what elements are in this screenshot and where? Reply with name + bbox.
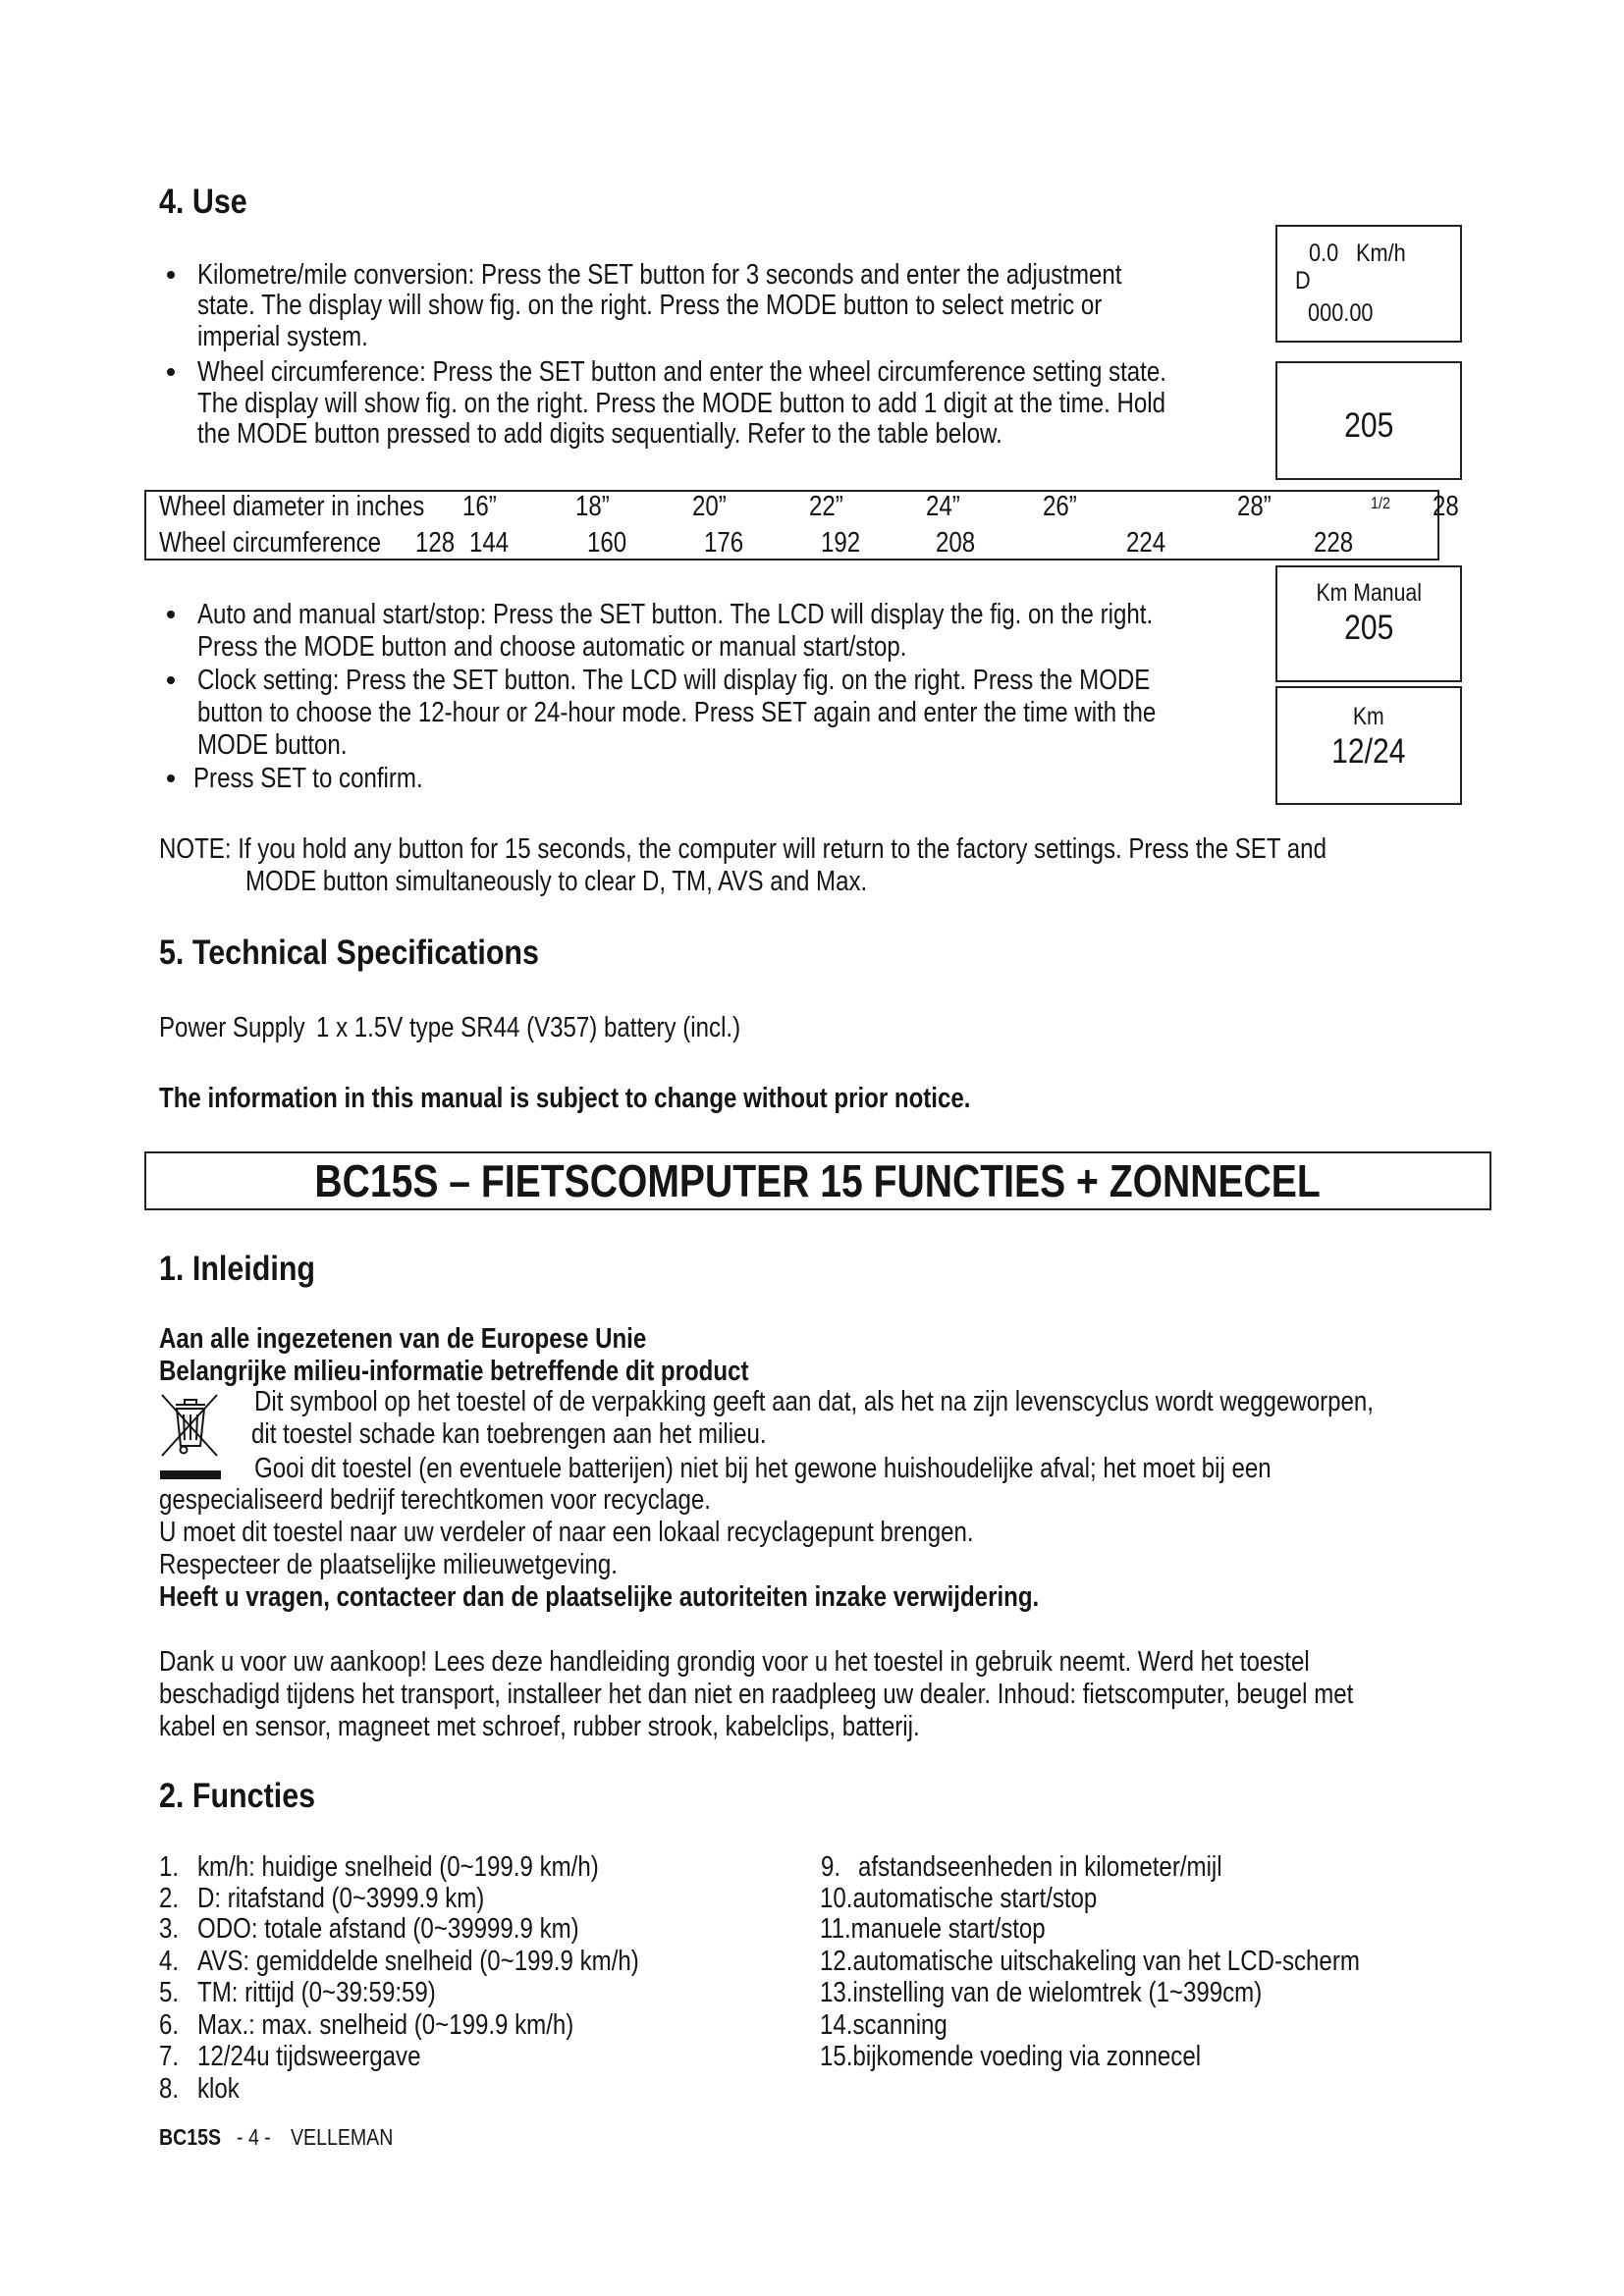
list-item: ODO: totale afstand (0~39999.9 km) bbox=[197, 1913, 579, 1945]
bullet-icon bbox=[167, 611, 175, 618]
lcd-figure-start-stop bbox=[1275, 565, 1462, 682]
lcd-figure-circumference bbox=[1275, 361, 1462, 480]
lcd-speed-unit: Km/h bbox=[1356, 240, 1406, 267]
list-item bbox=[820, 1912, 1046, 1946]
weee-line: U moet dit toestel naar uw verdeler of naar een lokaal recyclagepunt brengen. bbox=[159, 1517, 974, 1548]
table-cell: 160 bbox=[587, 527, 627, 559]
table-cell-fraction: 1/2 bbox=[1371, 494, 1391, 512]
note-line: MODE button simultaneously to clear D, TM, AVS and Max. bbox=[245, 866, 868, 897]
disclaimer: The information in this manual is subject to change without prior notice. bbox=[159, 1083, 971, 1114]
bullet-line: Press the MODE button and choose automatic or manual start/stop. bbox=[197, 631, 907, 663]
bullet-line: The display will show fig. on the right. Press the MODE button to add 1 digit at the time. Hold bbox=[197, 388, 1166, 419]
list-item bbox=[820, 1945, 1360, 1978]
table-cell: 26” bbox=[1043, 491, 1077, 522]
table-cell: 22” bbox=[809, 491, 843, 522]
table-cell: 28 bbox=[1433, 491, 1459, 522]
weee-questions: Heeft u vragen, contacteer dan de plaatselijke autoriteiten inzake verwijdering. bbox=[159, 1581, 1040, 1613]
lcd-start-stop-value: 205 bbox=[1343, 609, 1394, 647]
list-item: AVS: gemiddelde snelheid (0~199.9 km/h) bbox=[197, 1946, 639, 1977]
list-item-number: 9. bbox=[821, 1851, 841, 1883]
bullet-line: Auto and manual start/stop: Press the SET button. The LCD will display the fig. on the right. bbox=[197, 599, 1154, 630]
list-item-text: instelling van de wielomtrek (1~399cm) bbox=[852, 1977, 1263, 2008]
list-item-number: 5. bbox=[159, 1977, 180, 2008]
table-cell: 24” bbox=[926, 491, 960, 522]
list-item bbox=[820, 1882, 1097, 1915]
weee-line: Respecteer de plaatselijke milieuwetgeving. bbox=[159, 1549, 618, 1580]
table-cell: 224 bbox=[1126, 527, 1166, 559]
bullet-line: the MODE button pressed to add digits sequentially. Refer to the table below. bbox=[197, 418, 1002, 450]
lcd-distance: 000.00 bbox=[1308, 299, 1374, 327]
intro-line: kabel en sensor, magneet met schroef, rubber strook, kabelclips, batterij. bbox=[159, 1711, 920, 1742]
table-cell: 176 bbox=[704, 527, 744, 559]
table-cell: 144 bbox=[469, 527, 510, 559]
list-item-number: 4. bbox=[159, 1946, 180, 1977]
list-item: 12/24u tijdsweergave bbox=[197, 2041, 421, 2072]
table-cell: 128 bbox=[415, 527, 456, 559]
table-cell: 20” bbox=[692, 491, 727, 522]
list-item: TM: rittijd (0~39:59:59) bbox=[197, 1977, 436, 2008]
bullet-line: Kilometre/mile conversion: Press the SET button for 3 seconds and enter the adjustment bbox=[197, 259, 1122, 291]
list-item-number: 3. bbox=[159, 1913, 180, 1945]
list-item bbox=[820, 1976, 1262, 2009]
table-cell: 16” bbox=[462, 491, 497, 522]
bullet-line: imperial system. bbox=[197, 321, 368, 352]
list-item-text: bijkomende voeding via zonnecel bbox=[852, 2041, 1202, 2072]
lcd-figure-units bbox=[1275, 225, 1462, 343]
bullet-line: MODE button. bbox=[197, 729, 348, 761]
list-item-number: 12. bbox=[820, 1946, 853, 1977]
list-item-number: 1. bbox=[159, 1851, 180, 1883]
list-item-number: 14. bbox=[820, 2009, 853, 2041]
bullet-icon bbox=[167, 676, 175, 684]
list-item bbox=[820, 2008, 947, 2042]
list-item-number: 10. bbox=[820, 1883, 853, 1914]
section-heading-specs: 5. Technical Specifications bbox=[159, 934, 539, 972]
eu-notice-title: Aan alle ingezetenen van de Europese Unie bbox=[159, 1323, 647, 1355]
list-item: D: ritafstand (0~3999.9 km) bbox=[197, 1883, 485, 1914]
section-heading-use: 4. Use bbox=[159, 183, 247, 221]
weee-line: Dit symbool op het toestel of de verpakking geeft aan dat, als het na zijn levenscyclus wordt weggeworpen, bbox=[254, 1386, 1374, 1417]
lcd-distance-label: D bbox=[1295, 267, 1311, 294]
weee-line: gespecialiseerd bedrijf terechtkomen voor recyclage. bbox=[159, 1484, 711, 1516]
list-item-text: scanning bbox=[852, 2009, 947, 2041]
footer-page-number: - 4 - bbox=[237, 2124, 271, 2150]
bullet-icon bbox=[167, 774, 175, 782]
list-item-text: automatische start/stop bbox=[852, 1883, 1098, 1914]
lcd-clock-label: Km bbox=[1353, 703, 1384, 730]
weee-crossed-bin-icon bbox=[158, 1387, 223, 1481]
note-line: NOTE: If you hold any button for 15 seconds, the computer will return to the factory settings. Press the SET and bbox=[159, 833, 1326, 865]
power-supply-label: Power Supply bbox=[159, 1012, 305, 1043]
list-item-number: 2. bbox=[159, 1883, 180, 1914]
weee-line: Gooi dit toestel (en eventuele batterijen) niet bij het gewone huishoudelijke afval; het moet bij een bbox=[254, 1453, 1272, 1484]
dutch-section-title-box bbox=[144, 1151, 1491, 1210]
lcd-speed: 0.0 bbox=[1309, 240, 1339, 267]
lcd-start-stop-label: Km Manual bbox=[1316, 579, 1422, 607]
list-item-number: 6. bbox=[159, 2009, 180, 2041]
table-row-label: Wheel diameter in inches bbox=[159, 491, 425, 522]
section-heading-inleiding: 1. Inleiding bbox=[159, 1250, 316, 1288]
bullet-line: Wheel circumference: Press the SET button and enter the wheel circumference setting state. bbox=[197, 356, 1166, 388]
lcd-circumference-value: 205 bbox=[1343, 406, 1394, 445]
footer-model: BC15S bbox=[159, 2124, 222, 2150]
list-item: km/h: huidige snelheid (0~199.9 km/h) bbox=[197, 1851, 599, 1883]
intro-line: Dank u voor uw aankoop! Lees deze handleiding grondig voor u het toestel in gebruik neemt. Werd het toestel bbox=[159, 1646, 1310, 1678]
list-item-number: 7. bbox=[159, 2041, 180, 2072]
bullet-icon bbox=[167, 368, 175, 376]
list-item: afstandseenheden in kilometer/mijl bbox=[858, 1851, 1222, 1883]
table-cell: 28” bbox=[1237, 491, 1272, 522]
lcd-figure-clock bbox=[1275, 686, 1462, 805]
footer-brand: VELLEMAN bbox=[291, 2124, 394, 2150]
list-item bbox=[820, 2040, 1201, 2073]
table-cell: 208 bbox=[936, 527, 976, 559]
list-item-number: 11. bbox=[820, 1913, 851, 1945]
list-item-text: manuele start/stop bbox=[850, 1913, 1046, 1945]
table-cell: 228 bbox=[1314, 527, 1354, 559]
list-item: Max.: max. snelheid (0~199.9 km/h) bbox=[197, 2009, 574, 2041]
table-cell: 192 bbox=[821, 527, 861, 559]
dutch-section-title: BC15S – FIETSCOMPUTER 15 FUNCTIES + ZONNECEL bbox=[314, 1155, 1322, 1206]
list-item: klok bbox=[197, 2073, 240, 2105]
bullet-line: Clock setting: Press the SET button. The LCD will display fig. on the right. Press the MODE bbox=[197, 665, 1151, 696]
lcd-clock-value: 12/24 bbox=[1331, 732, 1406, 771]
power-supply-value: 1 x 1.5V type SR44 (V357) battery (incl.) bbox=[316, 1012, 741, 1043]
eu-notice-subtitle: Belangrijke milieu-informatie betreffende dit product bbox=[159, 1356, 749, 1387]
list-item-text: automatische uitschakeling van het LCD-scherm bbox=[852, 1946, 1360, 1977]
list-item-number: 15. bbox=[820, 2041, 853, 2072]
bullet-icon bbox=[167, 271, 175, 279]
list-item-number: 13. bbox=[820, 1977, 853, 2008]
bullet-line: button to choose the 12-hour or 24-hour mode. Press SET again and enter the time with the bbox=[197, 697, 1157, 728]
bullet-line: state. The display will show fig. on the right. Press the MODE button to select metric or bbox=[197, 290, 1103, 321]
section-heading-functies: 2. Functies bbox=[159, 1777, 316, 1815]
list-item-number: 8. bbox=[159, 2073, 180, 2105]
weee-line: dit toestel schade kan toebrengen aan het milieu. bbox=[251, 1418, 767, 1450]
intro-line: beschadigd tijdens het transport, installeer het dan niet en raadpleeg uw dealer. Inhoud: fietscomputer, beugel met bbox=[159, 1679, 1354, 1710]
table-cell: 18” bbox=[575, 491, 610, 522]
bullet-line: Press SET to confirm. bbox=[193, 763, 423, 794]
table-row-label: Wheel circumference bbox=[159, 527, 382, 559]
